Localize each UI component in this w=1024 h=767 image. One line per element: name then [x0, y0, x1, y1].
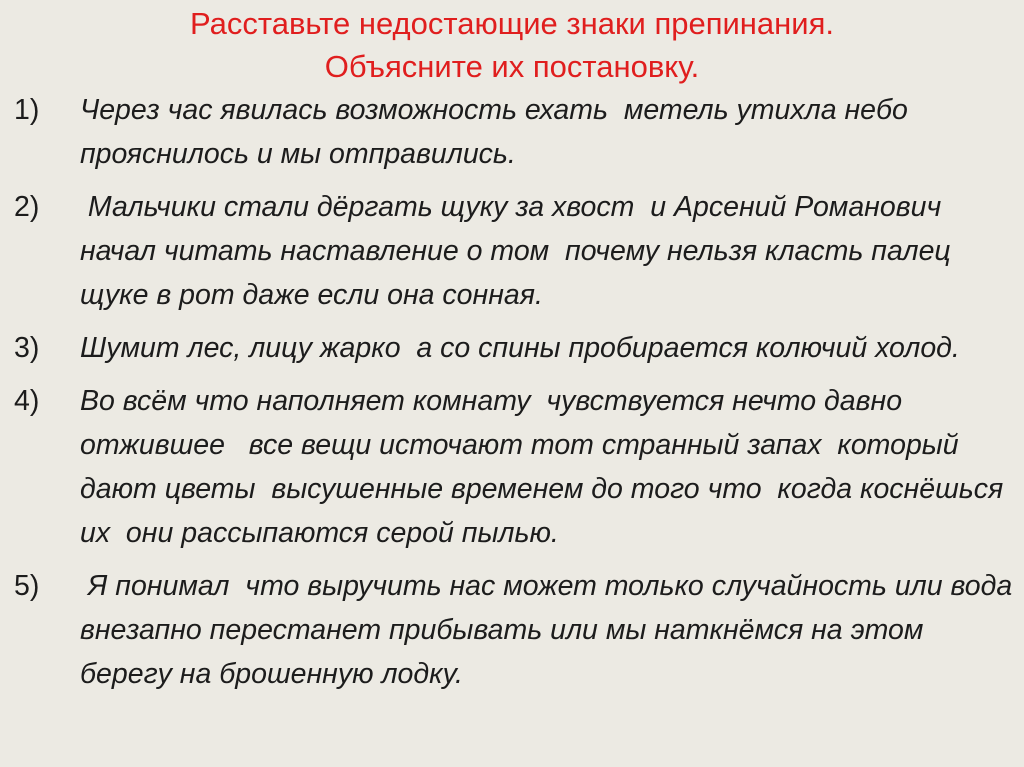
- item-number: 4): [14, 385, 40, 417]
- title-line-2: Объясните их постановку.: [324, 49, 700, 84]
- exercise-item-4: [14, 379, 1014, 555]
- item-text: Мальчики стали дёргать щуку за хвост и Арсений Романович начал читать наставление о том почему нельзя класть палец щуке в рот даже если она сонная.: [80, 191, 959, 311]
- exercise-item-3: [14, 326, 1014, 370]
- item-text: Я понимал что выручить нас может только случайность или вода внезапно перестанет прибывать или мы наткнёмся на этом берегу на брошенную лодку.: [80, 570, 1021, 690]
- item-number: 2): [14, 191, 40, 223]
- item-text: Через час явилась возможность ехать метель утихла небо прояснилось и мы отправились.: [80, 94, 916, 170]
- title-line-1: Расставьте недостающие знаки препинания.: [189, 6, 835, 41]
- item-number: 5): [14, 570, 40, 602]
- item-text: Во всём что наполняет комнату чувствуется нечто давно отжившее все вещи источают тот странный запах который дают цветы высушенные временем до того что когда коснёшься их они рассыпаются серой пылью.: [80, 385, 1012, 549]
- item-text: Шумит лес, лицу жарко а со спины пробирается колючий холод.: [80, 332, 960, 364]
- exercise-item-2: [14, 185, 1014, 317]
- item-number: 1): [14, 94, 40, 126]
- exercise-item-5: [14, 564, 1021, 696]
- exercise-list: [14, 88, 1021, 696]
- slide-title: [0, 2, 1024, 88]
- item-number: 3): [14, 332, 40, 364]
- exercise-item-1: [14, 88, 1014, 176]
